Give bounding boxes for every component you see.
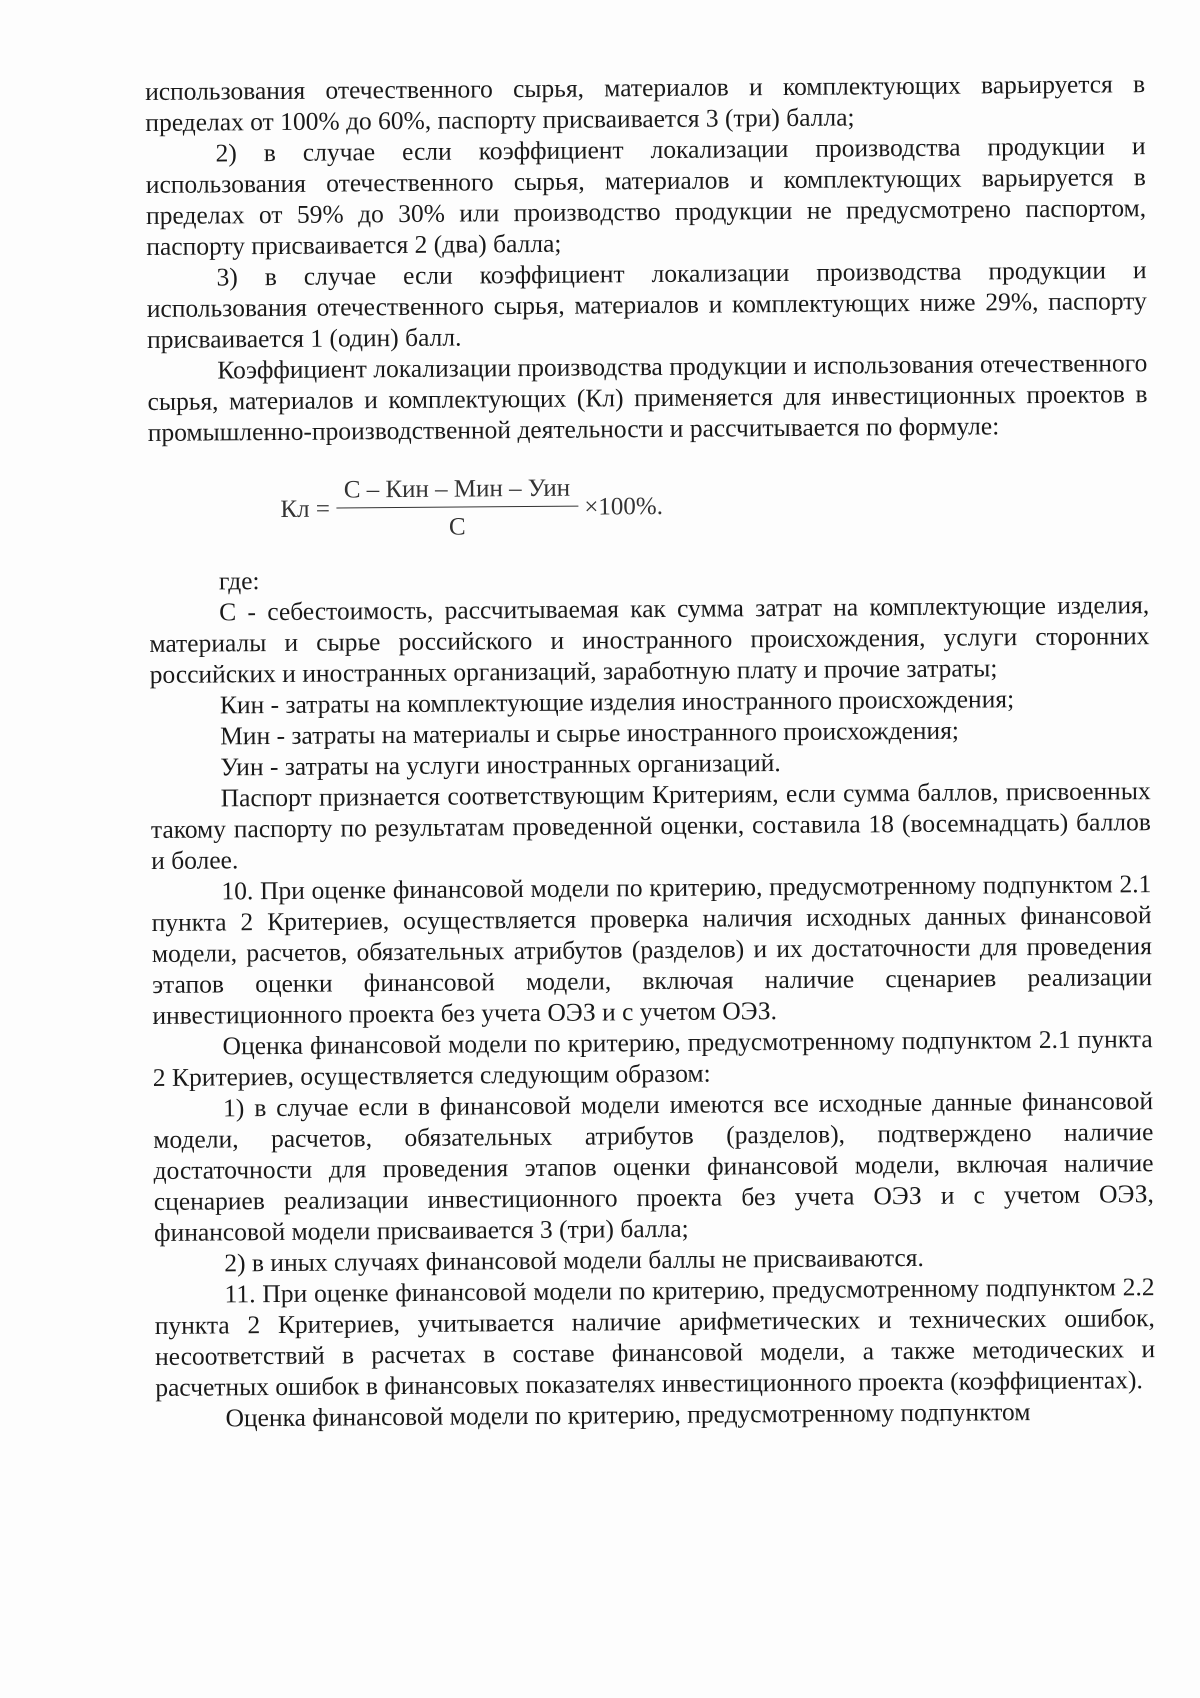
list-item-2-financial: 2) в иных случаях финансовой модели баллы не присваиваются. <box>224 1242 924 1278</box>
list-item-1-financial: 1) в случае если в финансовой модели имеются все исходные данные финансовой модели, расчетов, обязательных атрибутов (разделов), подтверждено наличие достаточности для проведения этапов оценки финансовой модели, включая наличие сценариев реализации инвестиционного проекта без учета ОЭЗ и с учетом ОЭЗ, финансовой модели присваивается 3 (три) балла; <box>153 1086 1154 1247</box>
paragraph-passport-criteria: Паспорт признается соответствующим Критериям, если сумма баллов, присвоенных такому паспорту по результатам проведенной оценки, составила 18 (восемнадцать) баллов и более. <box>150 776 1152 875</box>
formula-multiplier: ×100%. <box>584 492 664 521</box>
localization-formula <box>280 472 663 544</box>
paragraph-coefficient-definition: Коэффициент локализации производства продукции и использования отечественного сырья, материалов и комплектующих (Кл) применяется для инвестиционных проектов в промышленно-производственной деятельности и рассчитывается по формуле: <box>147 348 1148 447</box>
paragraph-item-11: 11. При оценке финансовой модели по критерию, предусмотренному подпунктом 2.2 пункта 2 Критериев, учитывается наличие арифметических и технических ошибок, несоответствий в расчетах в составе финансовой модели, а также методических и расчетных ошибок в финансовых показателях инвестиционного проекта (коэффициентах). <box>154 1272 1156 1402</box>
paragraph-item-10: 10. При оценке финансовой модели по критерию, предусмотренному подпунктом 2.1 пункта 2 Критериев, осуществляется проверка наличия исходных данных финансовой модели, расчетов, обязательных атрибутов (разделов) и их достаточности для проведения этапов оценки финансовой модели, включая наличие сценариев реализации инвестиционного проекта без учета ОЭЗ и с учетом ОЭЗ. <box>151 869 1153 1030</box>
formula-denominator: С <box>448 513 466 541</box>
formula-block <box>148 440 1149 566</box>
definition-cost: С - себестоимость, рассчитываемая как сумма затрат на комплектующие изделия, материалы и сырье российского и иностранного происхождения, услуги сторонних российских и иностранных организаций, заработную плату и прочие затраты; <box>149 590 1150 689</box>
formula-lhs: Кл = <box>280 495 331 523</box>
definition-kin: Кин - затраты на комплектующие изделия иностранного происхождения; <box>219 684 1015 720</box>
definition-min: Мин - затраты на материалы и сырье иностранного происхождения; <box>220 715 960 751</box>
definition-uin: Уин - затраты на услуги иностранных организаций. <box>220 748 781 782</box>
formula-numerator: С – Кин – Мин – Уин <box>336 473 579 509</box>
paragraph-continuation: использования отечественного сырья, материалов и комплектующих варьируется в пределах от 100% до 60%, паспорту присваивается 3 (три) балла; <box>145 69 1146 137</box>
list-item-3: 3) в случае если коэффициент локализации производства продукции и использования отечественного сырья, материалов и комплектующих ниже 29%, паспорту присваивается 1 (один) балл. <box>146 255 1147 354</box>
document-body <box>145 68 1156 1434</box>
paragraph-evaluation-2-1: Оценка финансовой модели по критерию, предусмотренному подпунктом 2.1 пункта 2 Критериев, осуществляется следующим образом: <box>152 1024 1153 1092</box>
where-label: где: <box>218 566 260 596</box>
formula-fraction <box>336 473 579 544</box>
list-item-2: 2) в случае если коэффициент локализации производства продукции и использования отечественного сырья, материалов и комплектующих варьируется в пределах от 59% до 30% или производство продукции не предусмотрено паспортом, паспорту присваивается 2 (два) балла; <box>145 131 1147 261</box>
paragraph-evaluation-2-2: Оценка финансовой модели по критерию, предусмотренному подпунктом <box>225 1397 1031 1433</box>
